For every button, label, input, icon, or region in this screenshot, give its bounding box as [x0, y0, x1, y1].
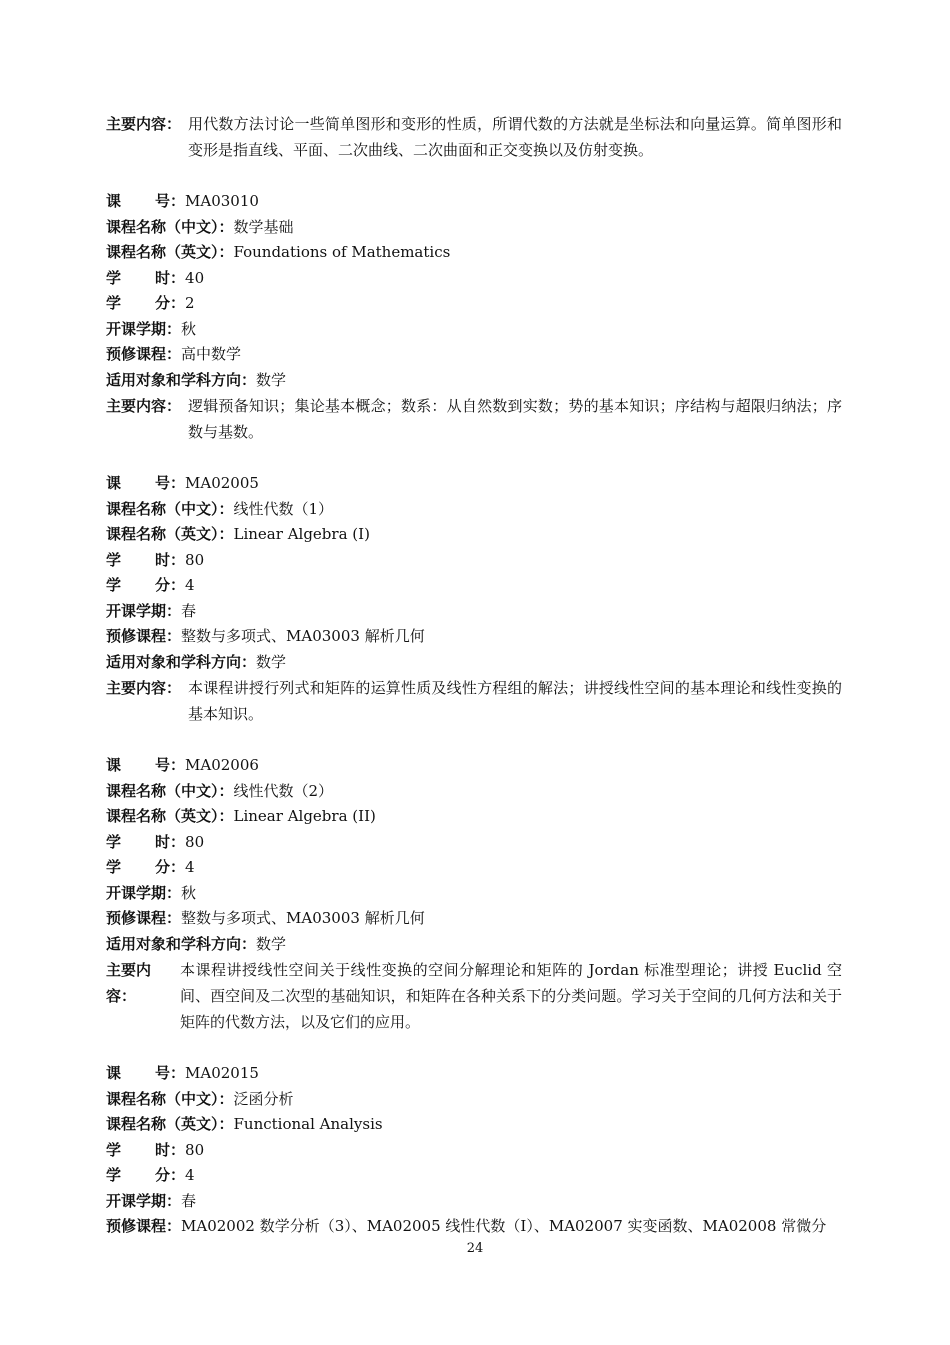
credits-label-b: 分： [155, 294, 186, 312]
course-entry [106, 1061, 842, 1240]
semester-value: 春 [181, 1191, 197, 1210]
hours-value: 80 [185, 1140, 205, 1159]
content-label: 主要内容： [106, 115, 182, 133]
credits-row [106, 855, 842, 881]
prereq-row [106, 1214, 842, 1240]
credits-label-a: 学 [106, 1166, 122, 1184]
prereq-label: 预修课程： [106, 627, 182, 645]
credits-value: 4 [185, 858, 195, 876]
course-name-cn-row [106, 1087, 842, 1113]
course-number-label-a: 课 [106, 1064, 122, 1082]
page-number: 24 [466, 1241, 484, 1256]
content-label: 主要内容： [106, 961, 152, 1005]
name-en-label: 课程名称（英文）： [106, 1115, 234, 1133]
hours-label-a: 学 [106, 550, 122, 569]
prereq-row [106, 906, 842, 932]
course-number-label-a: 课 [106, 192, 122, 210]
course-name-en: Functional Analysis [233, 1115, 383, 1133]
hours-value: 80 [185, 550, 205, 569]
content-text: 用代数方法讨论一些简单图形和变形的性质，所谓代数的方法就是坐标法和向量运算。简单图形和变形是指直线、平面、二次曲线、二次曲面和正交变换以及仿射变换。 [188, 115, 842, 159]
course-number-row [106, 753, 842, 779]
page-body [106, 111, 842, 1240]
content-text: 本课程讲授行列式和矩阵的运算性质及线性方程组的解法；讲授线性空间的基本理论和线性变换的基本知识。 [188, 679, 842, 723]
prereq-value: 高中数学 [181, 345, 242, 363]
course-number-label-a: 课 [106, 756, 122, 774]
credits-value: 4 [185, 576, 195, 594]
name-en-label: 课程名称（英文）： [106, 243, 234, 261]
course-number: MA02006 [185, 756, 259, 774]
credits-label-b: 分： [155, 858, 186, 876]
course-name-cn: 数学基础 [233, 217, 294, 236]
course-number-label-b: 号： [155, 1064, 186, 1082]
credits-row [106, 573, 842, 599]
semester-label: 开课学期： [106, 883, 182, 902]
prereq-value: MA02002 数学分析（3）、MA02005 线性代数（I）、MA02007 实变函数、MA02008 常微分 [181, 1217, 827, 1235]
hours-label-a: 学 [106, 1140, 122, 1159]
name-cn-label: 课程名称（中文）： [106, 1089, 234, 1108]
semester-label: 开课学期： [106, 1191, 182, 1210]
hours-label-b: 时： [155, 268, 186, 287]
course-number-label-a: 课 [106, 474, 122, 492]
course-number-row [106, 1061, 842, 1087]
name-cn-label: 课程名称（中文）： [106, 499, 234, 518]
credits-label-a: 学 [106, 858, 122, 876]
hours-label-b: 时： [155, 1140, 186, 1159]
course-name-cn: 线性代数（2） [233, 781, 334, 800]
content-label: 主要内容： [106, 397, 182, 415]
credits-label-b: 分： [155, 1166, 186, 1184]
name-cn-label: 课程名称（中文）： [106, 781, 234, 800]
course-number: MA02015 [185, 1064, 259, 1082]
credits-row [106, 1163, 842, 1189]
course-name-cn: 泛函分析 [233, 1089, 294, 1108]
course-entry [106, 471, 842, 727]
hours-value: 80 [185, 832, 205, 851]
course-entry [106, 189, 842, 445]
course-name-en-row [106, 804, 842, 830]
course-name-cn-row [106, 497, 842, 523]
course-number-label-b: 号： [155, 756, 186, 774]
prereq-label: 预修课程： [106, 345, 182, 363]
prereq-label: 预修课程： [106, 909, 182, 927]
course-number-row [106, 189, 842, 215]
semester-row [106, 881, 842, 907]
semester-label: 开课学期： [106, 601, 182, 620]
content-label: 主要内容： [106, 679, 182, 697]
course-name-en: Linear Algebra (II) [233, 807, 376, 825]
hours-row [106, 548, 842, 574]
course-number: MA03010 [185, 192, 259, 210]
prereq-row [106, 342, 842, 368]
credits-value: 2 [185, 294, 195, 312]
credits-label-b: 分： [155, 576, 186, 594]
semester-value: 春 [181, 601, 197, 620]
credits-label-a: 学 [106, 576, 122, 594]
hours-row [106, 266, 842, 292]
course-name-en: Linear Algebra (I) [233, 525, 370, 543]
course-name-cn-row [106, 779, 842, 805]
audience-label: 适用对象和学科方向： [106, 934, 257, 953]
audience-value: 数学 [256, 370, 287, 389]
hours-label-a: 学 [106, 268, 122, 287]
audience-row [106, 368, 842, 394]
content-text: 逻辑预备知识；集论基本概念；数系：从自然数到实数；势的基本知识；序结构与超限归纳法；序数与基数。 [188, 397, 842, 441]
prereq-label: 预修课程： [106, 1217, 182, 1235]
credits-value: 4 [185, 1166, 195, 1184]
course-name-en-row [106, 522, 842, 548]
content-row [106, 957, 842, 1035]
semester-label: 开课学期： [106, 319, 182, 338]
prereq-row [106, 624, 842, 650]
name-en-label: 课程名称（英文）： [106, 807, 234, 825]
course-entry [106, 753, 842, 1035]
audience-value: 数学 [256, 934, 287, 953]
semester-value: 秋 [181, 319, 197, 338]
course-number-row [106, 471, 842, 497]
hours-label-b: 时： [155, 550, 186, 569]
audience-row [106, 932, 842, 958]
course-name-en-row [106, 240, 842, 266]
course-name-en: Foundations of Mathematics [233, 243, 451, 261]
course-number-label-b: 号： [155, 474, 186, 492]
name-en-label: 课程名称（英文）： [106, 525, 234, 543]
credits-row [106, 291, 842, 317]
name-cn-label: 课程名称（中文）： [106, 217, 234, 236]
prereq-value: 整数与多项式、MA03003 解析几何 [181, 909, 425, 927]
intro-content [106, 111, 842, 163]
course-number: MA02005 [185, 474, 259, 492]
course-name-cn: 线性代数（1） [233, 499, 334, 518]
semester-value: 秋 [181, 883, 197, 902]
audience-row [106, 650, 842, 676]
semester-row [106, 1189, 842, 1215]
content-row [106, 675, 842, 727]
course-number-label-b: 号： [155, 192, 186, 210]
hours-label-b: 时： [155, 832, 186, 851]
hours-row [106, 1138, 842, 1164]
semester-row [106, 317, 842, 343]
hours-label-a: 学 [106, 832, 122, 851]
content-text: 本课程讲授线性空间关于线性变换的空间分解理论和矩阵的 Jordan 标准型理论；讲授 Euclid 空间、酉空间及二次型的基础知识，和矩阵在各种关系下的分类问题。学习关于空间的几何方法和关于矩阵的代数方法，以及它们的应用。 [180, 961, 842, 1031]
semester-row [106, 599, 842, 625]
course-name-en-row [106, 1112, 842, 1138]
audience-value: 数学 [256, 652, 287, 671]
hours-row [106, 830, 842, 856]
hours-value: 40 [185, 268, 205, 287]
content-row [106, 393, 842, 445]
audience-label: 适用对象和学科方向： [106, 370, 257, 389]
audience-label: 适用对象和学科方向： [106, 652, 257, 671]
prereq-value: 整数与多项式、MA03003 解析几何 [181, 627, 425, 645]
course-name-cn-row [106, 215, 842, 241]
credits-label-a: 学 [106, 294, 122, 312]
